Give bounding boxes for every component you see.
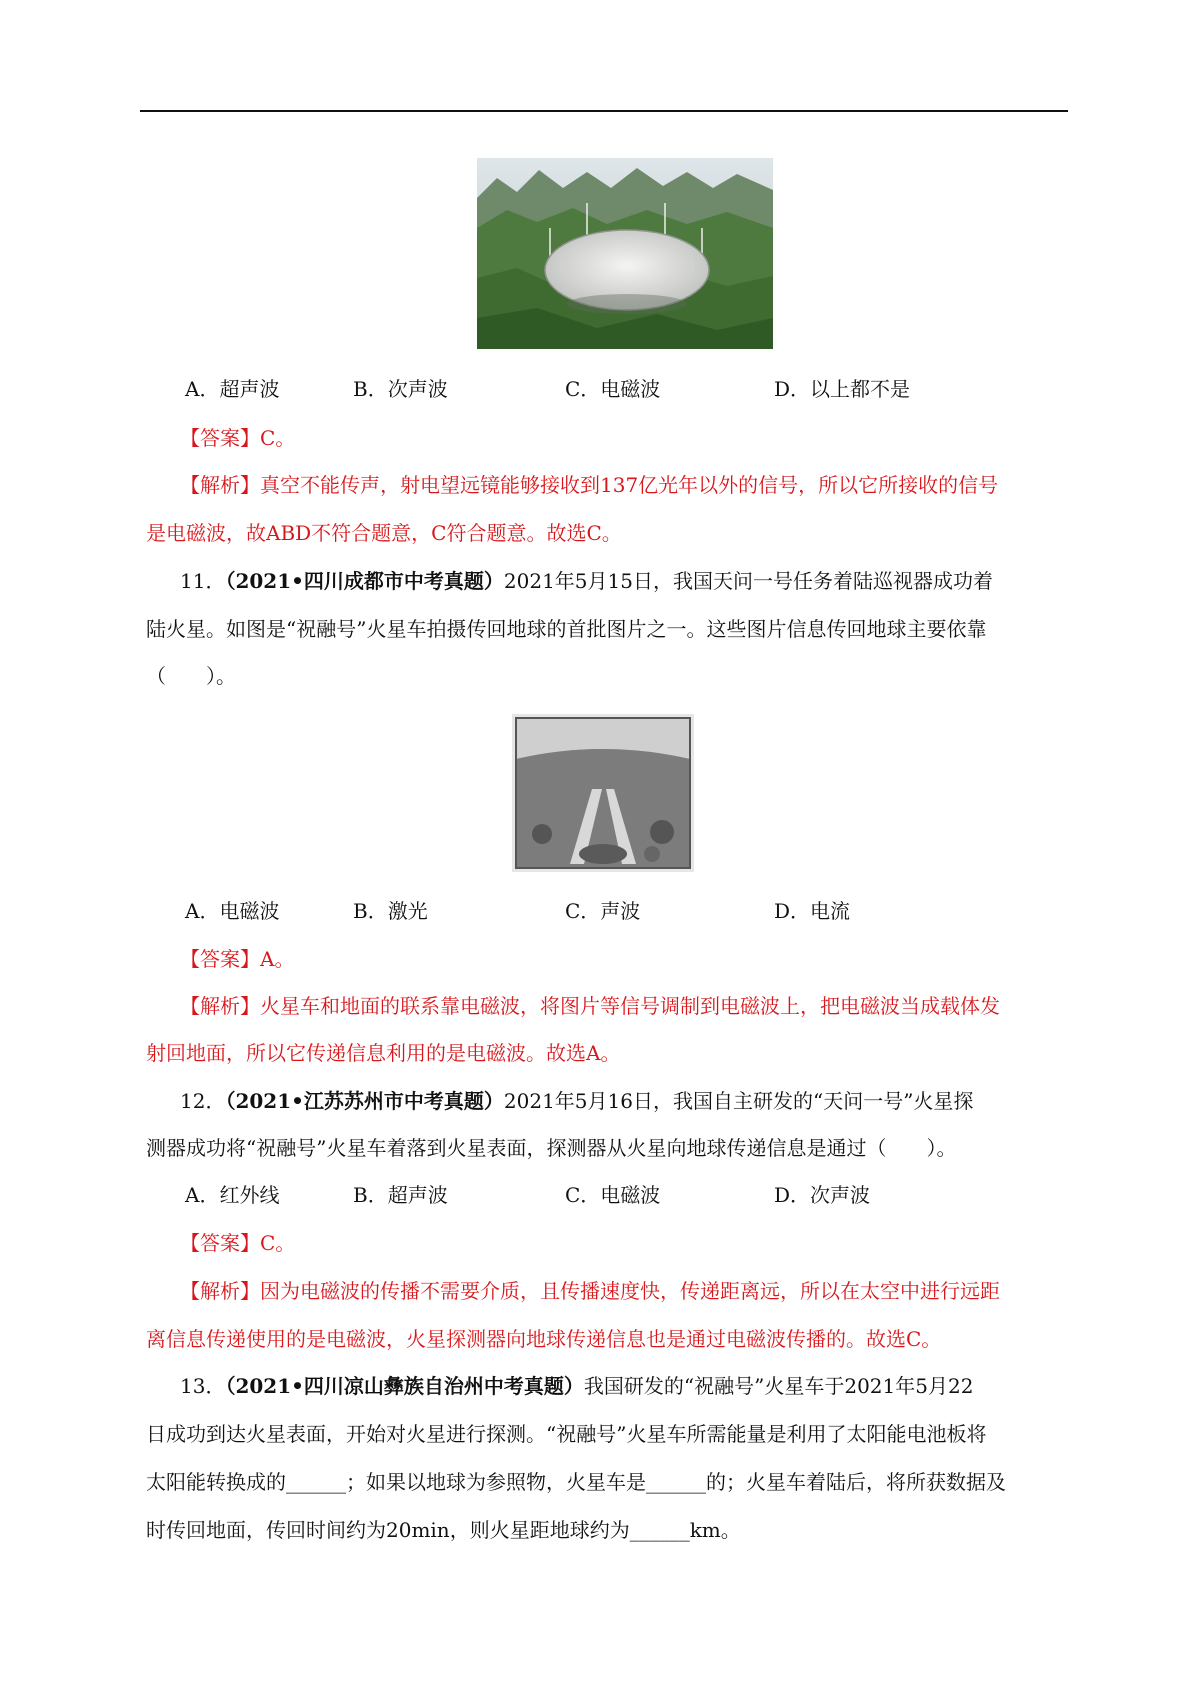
q10-analysis-line2: 是电磁波，故ABD不符合题意，C符合题意。故选C。: [146, 521, 622, 545]
q11-option-c: C．声波: [565, 899, 641, 923]
q11-number: 11．: [180, 569, 226, 593]
q11-source: （2021•四川成都市中考真题）: [225, 569, 504, 593]
q10-answer: 【答案】C。: [180, 426, 296, 450]
q10-option-c: C．电磁波: [565, 377, 661, 401]
q12-stem-line1-text: 2021年5月16日，我国自主研发的“天问一号”火星探: [503, 1089, 974, 1113]
q10-option-b: B．次声波: [353, 377, 448, 401]
q11-option-d: D．电流: [774, 899, 851, 923]
q11-option-b: B．激光: [353, 899, 428, 923]
q12-option-a: A．红外线: [185, 1183, 280, 1207]
mars-rover-photo: [512, 714, 694, 872]
q12-number: 12．: [180, 1089, 226, 1113]
q11-analysis-line1: 【解析】火星车和地面的联系靠电磁波，将图片等信号调制到电磁波上，把电磁波当成载体发: [180, 994, 1000, 1018]
q12-option-b: B．超声波: [353, 1183, 448, 1207]
q11-stem-line2: 陆火星。如图是“祝融号”火星车拍摄传回地球的首批图片之一。这些图片信息传回地球主要依靠: [146, 617, 987, 641]
radio-telescope-image: [477, 158, 773, 349]
q13-stem-line2: 日成功到达火星表面，开始对火星进行探测。“祝融号”火星车所需能量是利用了太阳能电池板将: [146, 1422, 987, 1446]
q12-stem-line2: 测器成功将“祝融号”火星车着落到火星表面，探测器从火星向地球传递信息是通过（ ）。: [146, 1136, 957, 1160]
q13-number: 13．: [180, 1374, 226, 1398]
q10-option-a: A．超声波: [185, 377, 280, 401]
q11-option-a: A．电磁波: [185, 899, 280, 923]
q11-stem-line3: （ ）。: [146, 664, 236, 688]
q12-source: （2021•江苏苏州市中考真题）: [225, 1089, 504, 1113]
q10-option-d: D．以上都不是: [774, 377, 911, 401]
q13-stem-line4: 时传回地面，传回时间约为20min，则火星距地球约为______km。: [146, 1518, 741, 1542]
q12-option-c: C．电磁波: [565, 1183, 661, 1207]
q12-analysis-line2: 离信息传递使用的是电磁波，火星探测器向地球传递信息也是通过电磁波传播的。故选C。: [146, 1327, 942, 1351]
q12-options: [185, 1181, 985, 1209]
q12-option-d: D．次声波: [774, 1183, 871, 1207]
q11-stem-line1-text: 2021年5月15日，我国天问一号任务着陆巡视器成功着: [503, 569, 993, 593]
q12-stem-line1: [180, 1087, 973, 1115]
q13-source: （2021•四川凉山彝族自治州中考真题）: [225, 1374, 584, 1398]
q12-answer: 【答案】C。: [180, 1231, 296, 1255]
q11-options: [185, 897, 985, 925]
q10-analysis-line1: 【解析】真空不能传声，射电望远镜能够接收到137亿光年以外的信号，所以它所接收的信号: [180, 473, 999, 497]
header-rule: [140, 110, 1068, 112]
q13-stem-line1: [180, 1372, 973, 1400]
q10-options: [185, 375, 985, 403]
q11-analysis-line2: 射回地面，所以它传递信息利用的是电磁波。故选A。: [146, 1041, 621, 1065]
q13-stem-line1-text: 我国研发的“祝融号”火星车于2021年5月22: [583, 1374, 974, 1398]
q13-stem-line3: 太阳能转换成的______；如果以地球为参照物，火星车是______的；火星车着陆后，将所获数据及: [146, 1470, 1006, 1494]
q11-stem-line1: [180, 567, 993, 595]
q12-analysis-line1: 【解析】因为电磁波的传播不需要介质，且传播速度快，传递距离远，所以在太空中进行远距: [180, 1279, 1000, 1303]
q11-answer: 【答案】A。: [180, 947, 295, 971]
